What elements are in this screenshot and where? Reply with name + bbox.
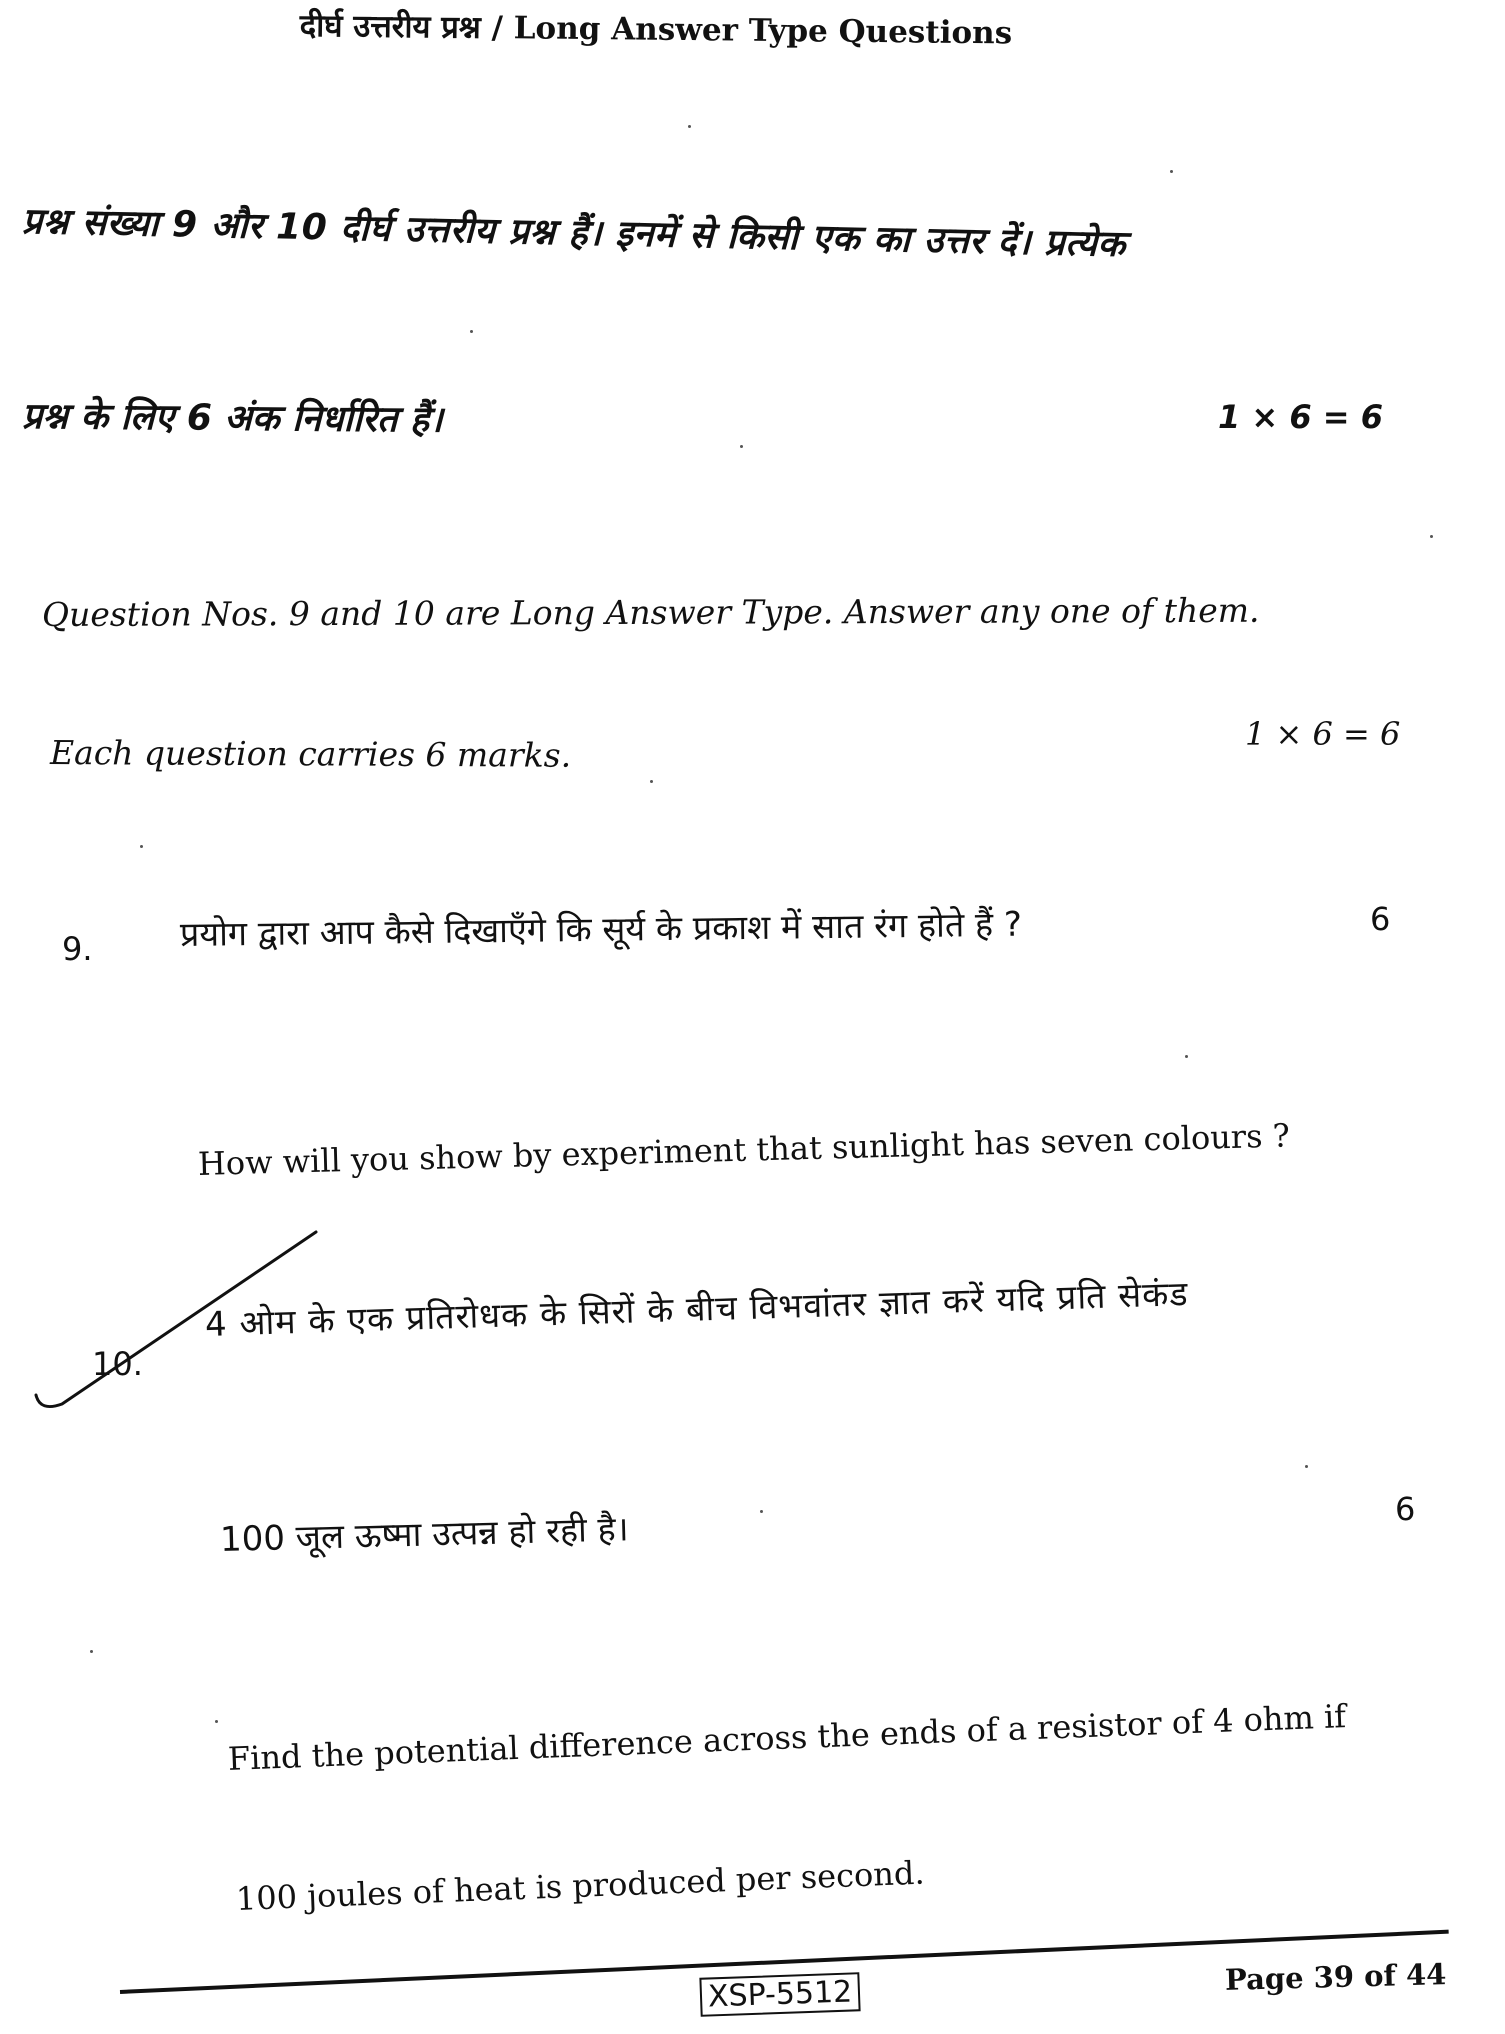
question-9-marks: 6 — [1370, 900, 1391, 938]
page-number: Page 39 of 44 — [1224, 1957, 1447, 1997]
scan-speck — [1430, 535, 1433, 538]
section-header — [300, 4, 1013, 53]
scan-speck — [760, 1510, 763, 1513]
instruction-hindi-marks: 1 × 6 = 6 — [1218, 398, 1383, 436]
scan-speck — [215, 1720, 218, 1723]
scan-speck — [688, 125, 691, 128]
section-header-separator: / — [480, 9, 514, 47]
instruction-hindi-line1: प्रश्न संख्या 9 और 10 दीर्घ उत्तरीय प्रश्न हैं। इनमें से किसी एक का उत्तर दें। प्रत्येक — [21, 201, 1127, 266]
question-9-english: How will you show by experiment that sunlight has seven colours ? — [197, 1116, 1291, 1183]
question-9-hindi: प्रयोग द्वारा आप कैसे दिखाएँगे कि सूर्य के प्रकाश में सात रंग होते हैं ? — [179, 904, 1023, 955]
paper-code-box: XSP-5512 — [699, 1972, 860, 2017]
section-header-english: Long Answer Type Questions — [513, 10, 1013, 52]
question-10-hindi-line2: 100 जूल ऊष्मा उत्पन्न हो रही है। — [219, 1509, 630, 1560]
question-10-english-line2: 100 joules of heat is produced per second. — [235, 1853, 926, 1918]
scan-speck — [470, 330, 473, 333]
question-10-english-line1: Find the potential difference across the ends of a resistor of 4 ohm if — [227, 1697, 1347, 1778]
question-10-marks: 6 — [1395, 1490, 1416, 1528]
scan-speck — [140, 845, 143, 848]
instruction-english-line2: Each question carries 6 marks. — [49, 733, 572, 775]
scan-speck — [1305, 1465, 1308, 1468]
question-9-number: 9. — [62, 930, 93, 968]
instruction-english-marks: 1 × 6 = 6 — [1245, 715, 1401, 753]
scan-speck — [1185, 1055, 1188, 1058]
instruction-hindi-line2: प्रश्न के लिए 6 अंक निर्धारित हैं। — [21, 396, 443, 441]
instruction-english-line1: Question Nos. 9 and 10 are Long Answer Type. Answer any one of them. — [41, 590, 1260, 634]
section-header-hindi: दीर्घ उत्तरीय प्रश्न — [299, 7, 482, 46]
question-10-hindi-line1: 4 ओम के एक प्रतिरोधक के सिरों के बीच विभवांतर ज्ञात करें यदि प्रति सेकंड — [204, 1274, 1190, 1345]
question-10-number: 10. — [92, 1345, 143, 1383]
scan-speck — [90, 1650, 93, 1653]
scan-speck — [740, 445, 743, 448]
scan-speck — [1170, 170, 1173, 173]
scan-speck — [650, 780, 653, 783]
